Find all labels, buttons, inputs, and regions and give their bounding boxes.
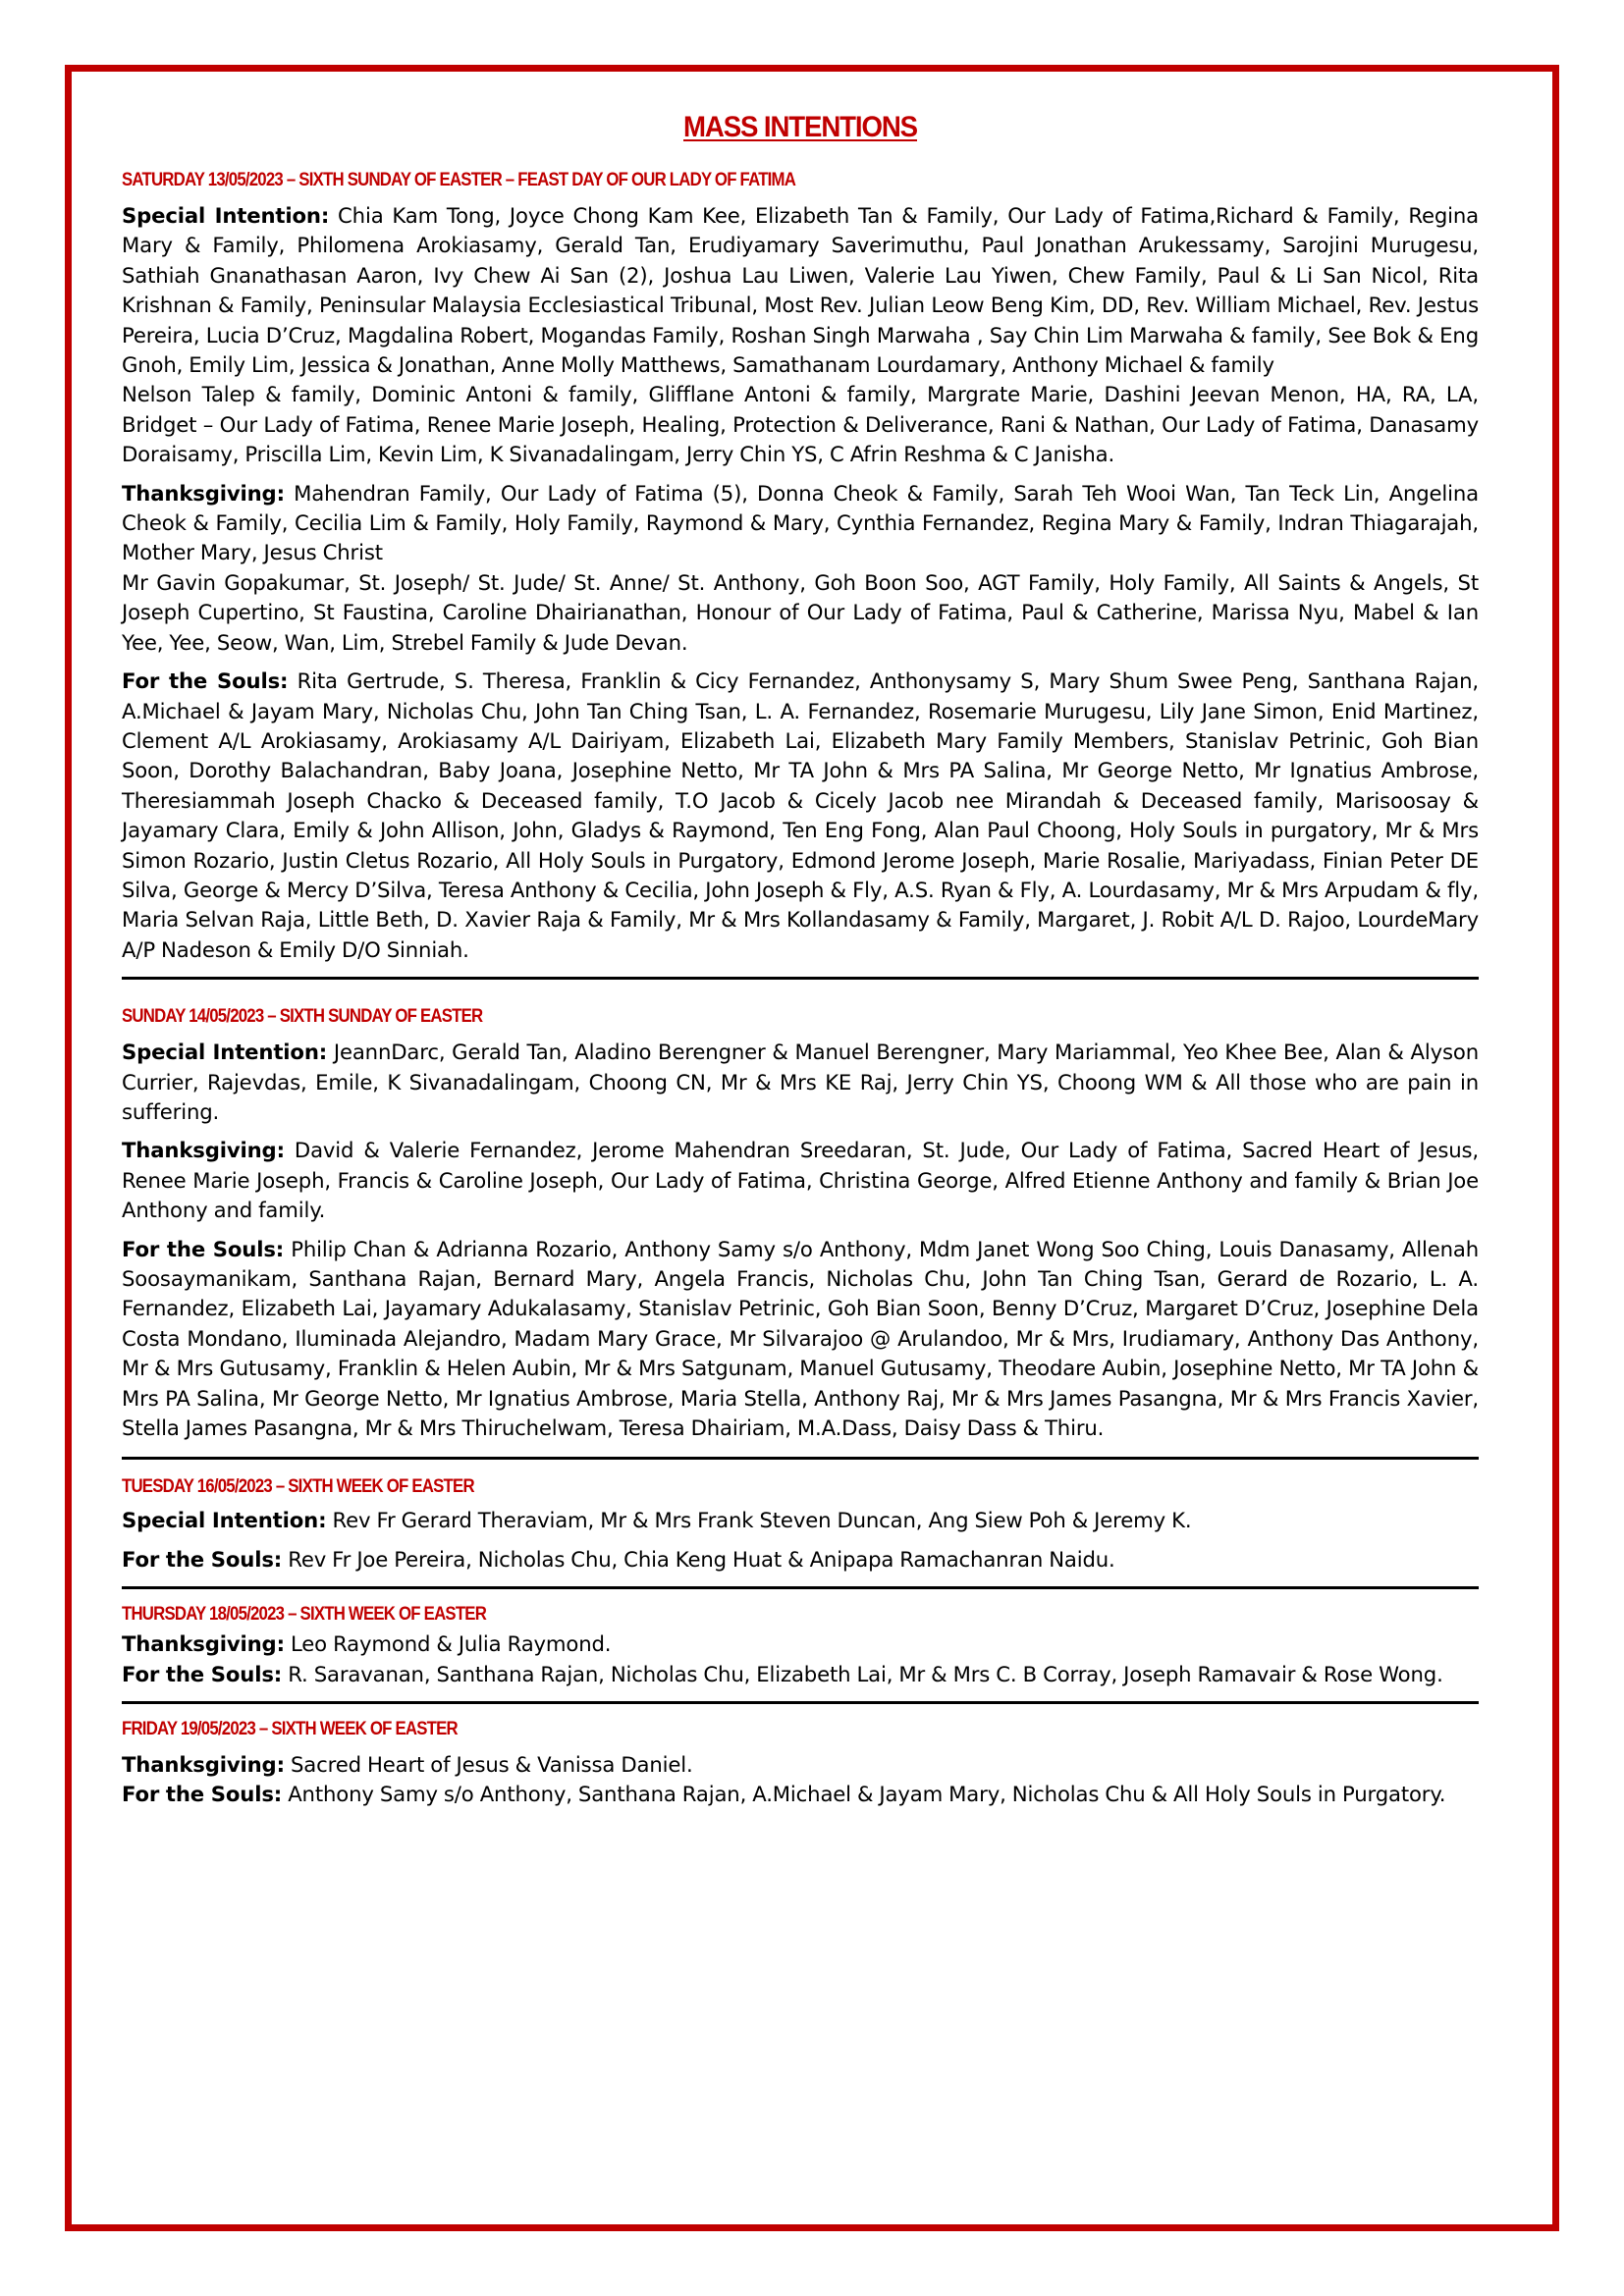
entry-label: For the Souls:	[122, 1546, 283, 1572]
entry-text: Rev Fr Joe Pereira, Nicholas Chu, Chia Keng Huat & Anipapa Ramachanran Naidu.	[288, 1546, 1115, 1572]
entry-text: Rev Fr Gerard Theraviam, Mr & Mrs Frank Steven Duncan, Ang Siew Poh & Jeremy K.	[332, 1508, 1192, 1533]
section-divider	[122, 1457, 1479, 1460]
day-heading: SUNDAY 14/05/2023 – SIXTH SUNDAY OF EASTER	[122, 1005, 483, 1028]
section-divider	[122, 977, 1479, 980]
entry-label: Thanksgiving:	[122, 1631, 285, 1657]
thanksgiving-continuation	[122, 568, 1479, 658]
entry-text: Sacred Heart of Jesus & Vanissa Daniel.	[291, 1752, 693, 1778]
thanksgiving-entry	[122, 479, 1479, 568]
for-the-souls-entry	[122, 1545, 1479, 1575]
for-the-souls-entry	[122, 1660, 1479, 1689]
for-the-souls-entry	[122, 667, 1479, 965]
entry-label: For the Souls:	[122, 1661, 283, 1686]
day-section-tuesday	[122, 1475, 1479, 1589]
entry-label: For the Souls:	[122, 1782, 283, 1807]
entry-text: Leo Raymond & Julia Raymond.	[291, 1631, 612, 1657]
day-section-thursday	[122, 1603, 1479, 1704]
page-title: MASS INTENTIONS	[683, 111, 917, 143]
day-heading: TUESDAY 16/05/2023 – SIXTH WEEK OF EASTER	[122, 1475, 474, 1498]
thanksgiving-entry	[122, 1629, 1479, 1659]
thanksgiving-entry	[122, 1750, 1479, 1780]
day-heading: THURSDAY 18/05/2023 – SIXTH WEEK OF EASTER	[122, 1603, 487, 1626]
special-intention-entry	[122, 1038, 1479, 1127]
day-section-friday	[122, 1718, 1479, 1810]
entry-text: David & Valerie Fernandez, Jerome Mahendran Sreedaran, St. Jude, Our Lady of Fatima, Sacred Heart of Jesus, Renee Marie Joseph, Francis & Caroline Joseph, Our Lady of Fatima, Christina George, Alfred Etienne Anthony and family & Brian Joe Anthony and family.	[122, 1138, 1479, 1223]
special-intention-continuation	[122, 380, 1479, 469]
entry-text: Rita Gertrude, S. Theresa, Franklin & Cicy Fernandez, Anthonysamy S, Mary Shum Swee Peng, Santhana Rajan, A.Michael & Jayam Mary, Nicholas Chu, John Tan Ching Tsan, L. A. Fernandez, Rosemarie Murugesu, Lily Jane Simon, Enid Martinez, Clement A/L Arokiasamy, Arokiasamy A/L Dairiyam, Elizabeth Lai, Elizabeth Mary Family Members, Stanislav Petrinic, Goh Bian Soon, Dorothy Balachandran, Baby Joana, Josephine Netto, Mr TA John & Mrs PA Salina, Mr George Netto, Mr Ignatius Ambrose, Theresiammah Joseph Chacko & Deceased family, T.O Jacob & Cicely Jacob nee Mirandah & Deceased family, Marisoosay & Jayamary Clara, Emily & John Allison, John, Gladys & Raymond, Ten Eng Fong, Alan Paul Choong, Holy Souls in purgatory, Mr & Mrs Simon Rozario, Justin Cletus Rozario, All Holy Souls in Purgatory, Edmond Jerome Joseph, Marie Rosalie, Mariyadass, Finian Peter DE Silva, George & Mercy D’Silva, Teresa Anthony & Cecilia, John Joseph & Fly, A.S. Ryan & Fly, A. Lourdasamy, Mr & Mrs Arpudam & fly, Maria Selvan Raja, Little Beth, D. Xavier Raja & Family, Mr & Mrs Kollandasamy & Family, Margaret, J. Robit A/L D. Rajoo, LourdeMary A/P Nadeson & Emily D/O Sinniah.	[122, 668, 1479, 962]
entry-label: Thanksgiving:	[122, 1752, 285, 1778]
entry-text: Mahendran Family, Our Lady of Fatima (5), Donna Cheok & Family, Sarah Teh Wooi Wan, Tan Teck Lin, Angelina Cheok & Family, Cecilia Lim & Family, Holy Family, Raymond & Mary, Cynthia Fernandez, Regina Mary & Family, Indran Thiagarajah, Mother Mary, Jesus Christ	[122, 480, 1479, 565]
day-section-sunday	[122, 1005, 1479, 1460]
entry-text: Nelson Talep & family, Dominic Antoni & family, Glifflane Antoni & family, Margrate Marie, Dashini Jeevan Menon, HA, RA, LA, Bridget – Our Lady of Fatima, Renee Marie Joseph, Healing, Protection & Deliverance, Rani & Nathan, Our Lady of Fatima, Danasamy Doraisamy, Priscilla Lim, Kevin Lim, K Sivanadalingam, Jerry Chin YS, C Afrin Reshma & C Janisha.	[122, 382, 1479, 467]
entry-label: Special Intention:	[122, 203, 330, 228]
entry-text: JeannDarc, Gerald Tan, Aladino Berengner & Manuel Berengner, Mary Mariammal, Yeo Khee Bee, Alan & Alyson Currier, Rajevdas, Emile, K Sivanadalingam, Choong CN, Mr & Mrs KE Raj, Jerry Chin YS, Choong WM & All those who are pain in suffering.	[122, 1040, 1480, 1124]
entry-text: Anthony Samy s/o Anthony, Santhana Rajan, A.Michael & Jayam Mary, Nicholas Chu & All Holy Souls in Purgatory.	[288, 1782, 1446, 1807]
thanksgiving-entry	[122, 1136, 1479, 1225]
for-the-souls-entry	[122, 1235, 1479, 1444]
section-divider	[122, 1701, 1479, 1704]
entry-label: For the Souls:	[122, 1236, 285, 1261]
entry-text: Philip Chan & Adrianna Rozario, Anthony Samy s/o Anthony, Mdm Janet Wong Soo Ching, Louis Danasamy, Allenah Soosaymanikam, Santhana Rajan, Bernard Mary, Angela Francis, Nicholas Chu, John Tan Ching Tsan, Gerard de Rozario, L. A. Fernandez, Elizabeth Lai, Jayamary Adukalasamy, Stanislav Petrinic, Goh Bian Soon, Benny D’Cruz, Margaret D’Cruz, Josephine Dela Costa Mondano, Iluminada Alejandro, Madam Mary Grace, Mr Silvarajoo @ Arulandoo, Mr & Mrs, Irudiamary, Anthony Das Anthony, Mr & Mrs Gutusamy, Franklin & Helen Aubin, Mr & Mrs Satgunam, Manuel Gutusamy, Theodare Aubin, Josephine Netto, Mr TA John & Mrs PA Salina, Mr George Netto, Mr Ignatius Ambrose, Maria Stella, Anthony Raj, Mr & Mrs James Pasangna, Mr & Mrs Francis Xavier, Stella James Pasangna, Mr & Mrs Thiruchelwam, Teresa Dhairiam, M.A.Dass, Daisy Dass & Thiru.	[122, 1236, 1479, 1441]
entry-label: Special Intention:	[122, 1040, 328, 1065]
entry-text: Mr Gavin Gopakumar, St. Joseph/ St. Jude/ St. Anne/ St. Anthony, Goh Boon Soo, AGT Family, Holy Family, All Saints & Angels, St Joseph Cupertino, St Faustina, Caroline Dhairianathan, Honour of Our Lady of Fatima, Paul & Catherine, Marissa Nyu, Mabel & Ian Yee, Yee, Seow, Wan, Lim, Strebel Family & Jude Devan.	[122, 569, 1479, 655]
day-section-saturday	[122, 169, 1479, 980]
entry-label: Thanksgiving:	[122, 480, 285, 506]
entry-label: For the Souls:	[122, 668, 289, 694]
for-the-souls-entry	[122, 1780, 1479, 1809]
special-intention-entry	[122, 201, 1479, 380]
special-intention-entry	[122, 1506, 1479, 1535]
day-heading: SATURDAY 13/05/2023 – SIXTH SUNDAY OF EASTER – FEAST DAY OF OUR LADY OF FATIMA	[122, 169, 796, 190]
entry-label: Thanksgiving:	[122, 1138, 285, 1163]
entry-text: Chia Kam Tong, Joyce Chong Kam Kee, Elizabeth Tan & Family, Our Lady of Fatima,Richard & Family, Regina Mary & Family, Philomena Arokiasamy, Gerald Tan, Erudiyamary Saverimuthu, Paul Jonathan Arukessamy, Sarojini Murugesu, Sathiah Gnanathasan Aaron, Ivy Chew Ai San (2), Joshua Lau Liwen, Valerie Lau Yiwen, Chew Family, Paul & Li San Nicol, Rita Krishnan & Family, Peninsular Malaysia Ecclesiastical Tribunal, Most Rev. Julian Leow Beng Kim, DD, Rev. William Michael, Rev. Jestus Pereira, Lucia D’Cruz, Magdalina Robert, Mogandas Family, Roshan Singh Marwaha , Say Chin Lim Marwaha & family, See Bok & Eng Gnoh, Emily Lim, Jessica & Jonathan, Anne Molly Matthews, Samathanam Lourdamary, Anthony Michael & family	[122, 203, 1479, 378]
section-divider	[122, 1586, 1479, 1589]
entry-label: Special Intention:	[122, 1508, 327, 1533]
entry-text: R. Saravanan, Santhana Rajan, Nicholas Chu, Elizabeth Lai, Mr & Mrs C. B Corray, Joseph Ramavair & Rose Wong.	[288, 1661, 1443, 1686]
mass-intentions-document	[122, 98, 1479, 1810]
day-heading: FRIDAY 19/05/2023 – SIXTH WEEK OF EASTER	[122, 1718, 458, 1740]
